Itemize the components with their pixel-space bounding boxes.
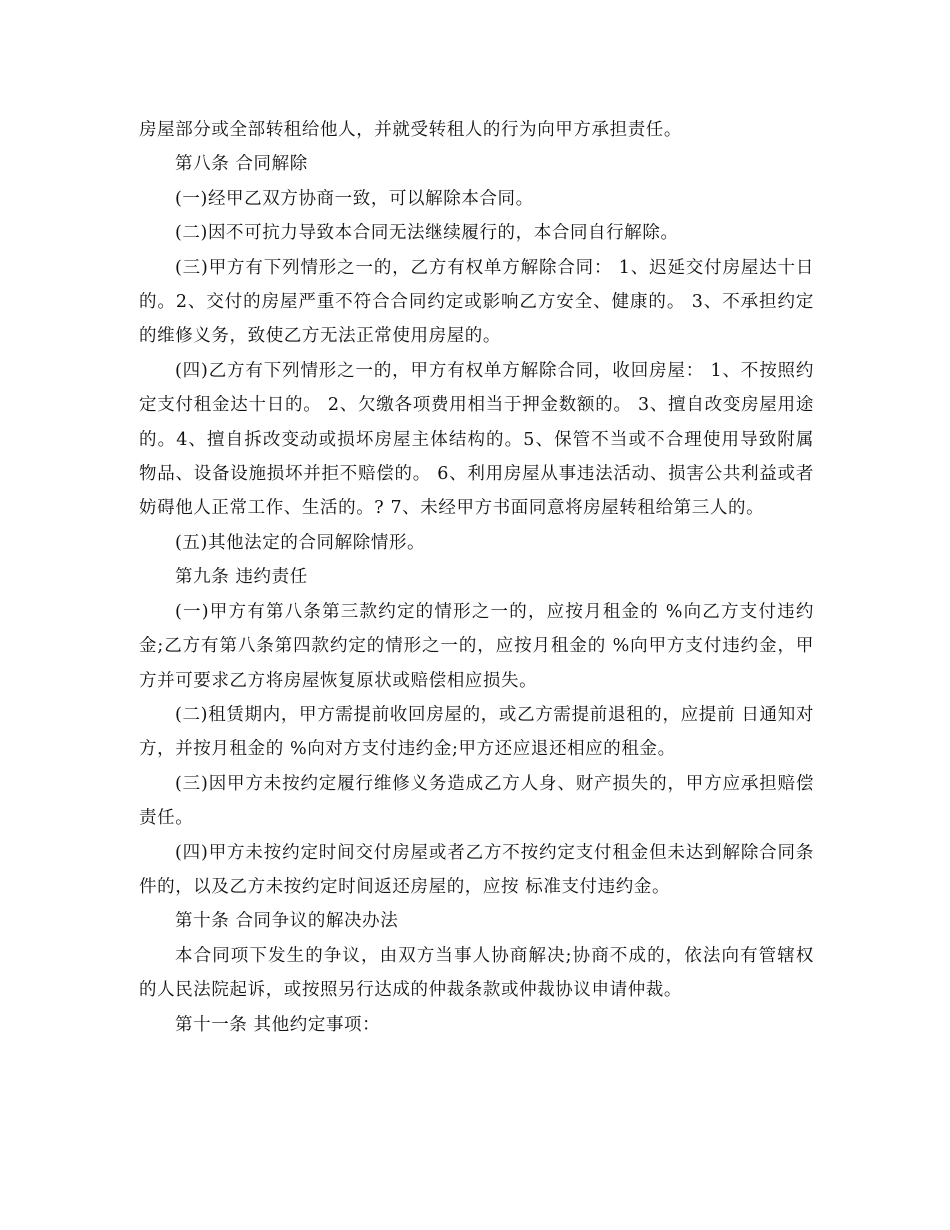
article-11-heading: 第十一条 其他约定事项： [175,1014,381,1035]
paragraph: (二)因不可抗力导致本合同无法继续履行的，本合同自行解除。 [175,223,679,244]
paragraph: (二)租赁期内，甲方需提前收回房屋的，或乙方需提前退租的，应提前 日通知对方，并按月租金的 %向对方支付违约金;甲方还应退还相应的租金。 [139,704,814,760]
paragraph: 房屋部分或全部转租给他人，并就受转租人的行为向甲方承担责任。 [139,120,682,140]
paragraph: (四)甲方未按约定时间交付房屋或者乙方不按约定支付租金但未达到解除合同条件的，以及乙方未按约定时间返还房屋的，应按 标准支付违约金。 [139,842,814,897]
paragraph: (五)其他法定的合同解除情形。 [175,532,426,553]
paragraph: (三)甲方有下列情形之一的，乙方有权单方解除合同： 1、迟延交付房屋达十日的。2、交付的房屋严重不符合合同约定或影响乙方安全、健康的。 3、不承担约定的维修义务，致使乙方无法正常使用房屋的。 [139,257,814,347]
paragraph: (四)乙方有下列情形之一的，甲方有权单方解除合同，收回房屋： 1、不按照约定支付租金达十日的。 2、欠缴各项费用相当于押金数额的。 3、擅自改变房屋用途的。4、擅自拆改变动或损坏房屋主体结构的。5、保管不当或不合理使用导致附属物品、设备设施损坏并拒不赔偿的。 6、利用房屋从事违法活动、损害公共利益或者妨碍他人正常工作、生活的。? 7、未经甲方书面同意将房屋转租给第三人的。 [139,360,814,519]
paragraph: (一)经甲乙双方协商一致，可以解除本合同。 [175,188,534,209]
article-9-heading: 第九条 违约责任 [175,567,308,588]
article-10-heading: 第十条 合同争议的解决办法 [175,911,399,932]
paragraph: (三)因甲方未按约定履行维修义务造成乙方人身、财产损失的，甲方应承担赔偿责任。 [139,773,814,829]
article-8-heading: 第八条 合同解除 [175,154,308,175]
paragraph: 本合同项下发生的争议，由双方当事人协商解决;协商不成的，依法向有管辖权的人民法院起诉，或按照另行达成的仲裁条款或仲裁协议申请仲裁。 [139,945,814,1001]
document-body [139,113,814,1042]
paragraph: (一)甲方有第八条第三款约定的情形之一的，应按月租金的 %向乙方支付违约金;乙方有第八条第四款约定的情形之一的，应按月租金的 %向甲方支付违约金，甲方并可要求乙方将房屋恢复原状或赔偿相应损失。 [139,601,814,691]
